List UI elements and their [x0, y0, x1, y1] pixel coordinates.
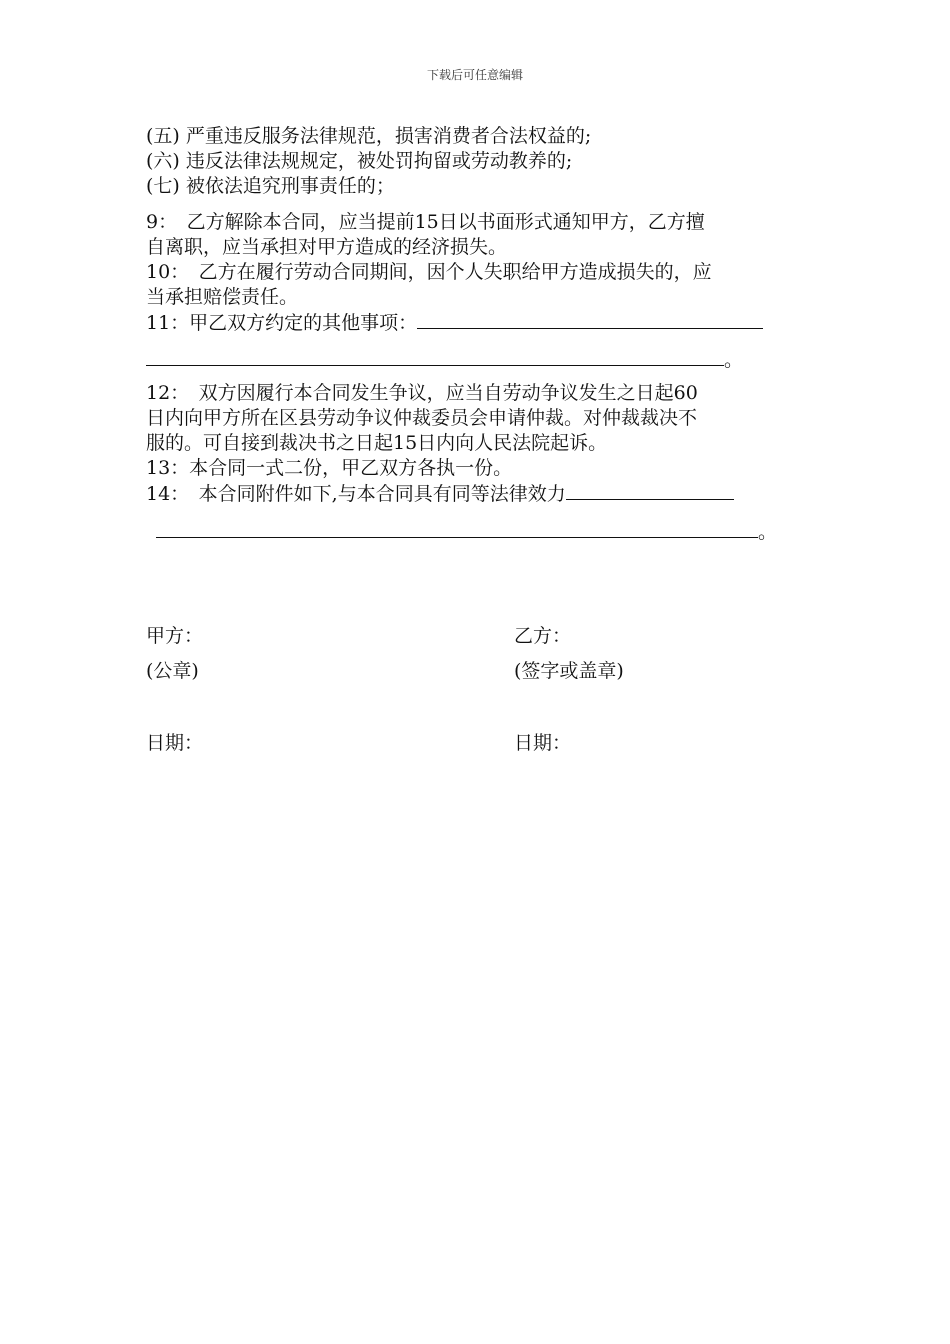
party-a-seal: (公章) [146, 660, 199, 682]
clause-11-blank-1 [417, 310, 763, 329]
party-b-seal: (签字或盖章) [514, 660, 624, 682]
clause-14-end: 。 [758, 521, 778, 543]
clause-item-5: (五) 严重违反服务法律规范，损害消费者合法权益的; [146, 125, 592, 147]
party-a-label: 甲方： [146, 625, 204, 647]
clause-12-line-1: 12： 双方因履行本合同发生争议，应当自劳动争议发生之日起60 [146, 382, 698, 404]
page-header: 下载后可任意编辑 [426, 68, 523, 82]
clause-11-label: 11：甲乙双方约定的其他事项： [146, 312, 418, 334]
clause-10-line-2: 当承担赔偿责任。 [146, 286, 299, 308]
clause-14-label: 14： 本合同附件如下,与本合同具有同等法律效力 [146, 483, 566, 505]
party-b-date: 日期： [514, 732, 572, 754]
clause-12-line-2: 日内向甲方所在区县劳动争议仲裁委员会申请仲裁。对仲裁裁决不 [146, 407, 698, 429]
clause-item-6: (六) 违反法律法规规定，被处罚拘留或劳动教养的; [146, 150, 573, 172]
clause-14-blank-2 [156, 519, 758, 538]
clause-14-blank-1 [566, 481, 734, 500]
clause-14-line-2 [156, 519, 777, 544]
clause-11-line-1 [146, 310, 763, 335]
clause-9-line-1: 9： 乙方解除本合同，应当提前15日以书面形式通知甲方，乙方擅 [146, 211, 705, 233]
clause-13: 13：本合同一式二份，甲乙双方各执一份。 [146, 457, 513, 479]
party-b-label: 乙方： [514, 625, 572, 647]
clause-11-line-2 [146, 347, 743, 372]
clause-item-7: (七) 被依法追究刑事责任的； [146, 175, 395, 197]
clause-11-end: 。 [724, 349, 744, 371]
clause-12-line-3: 服的。可自接到裁决书之日起15日内向人民法院起诉。 [146, 432, 608, 454]
clause-9-line-2: 自离职，应当承担对甲方造成的经济损失。 [146, 236, 508, 258]
clause-10-line-1: 10： 乙方在履行劳动合同期间，因个人失职给甲方造成损失的，应 [146, 261, 712, 283]
clause-11-blank-2 [146, 347, 724, 366]
clause-14-line-1 [146, 481, 734, 506]
party-a-date: 日期： [146, 732, 204, 754]
